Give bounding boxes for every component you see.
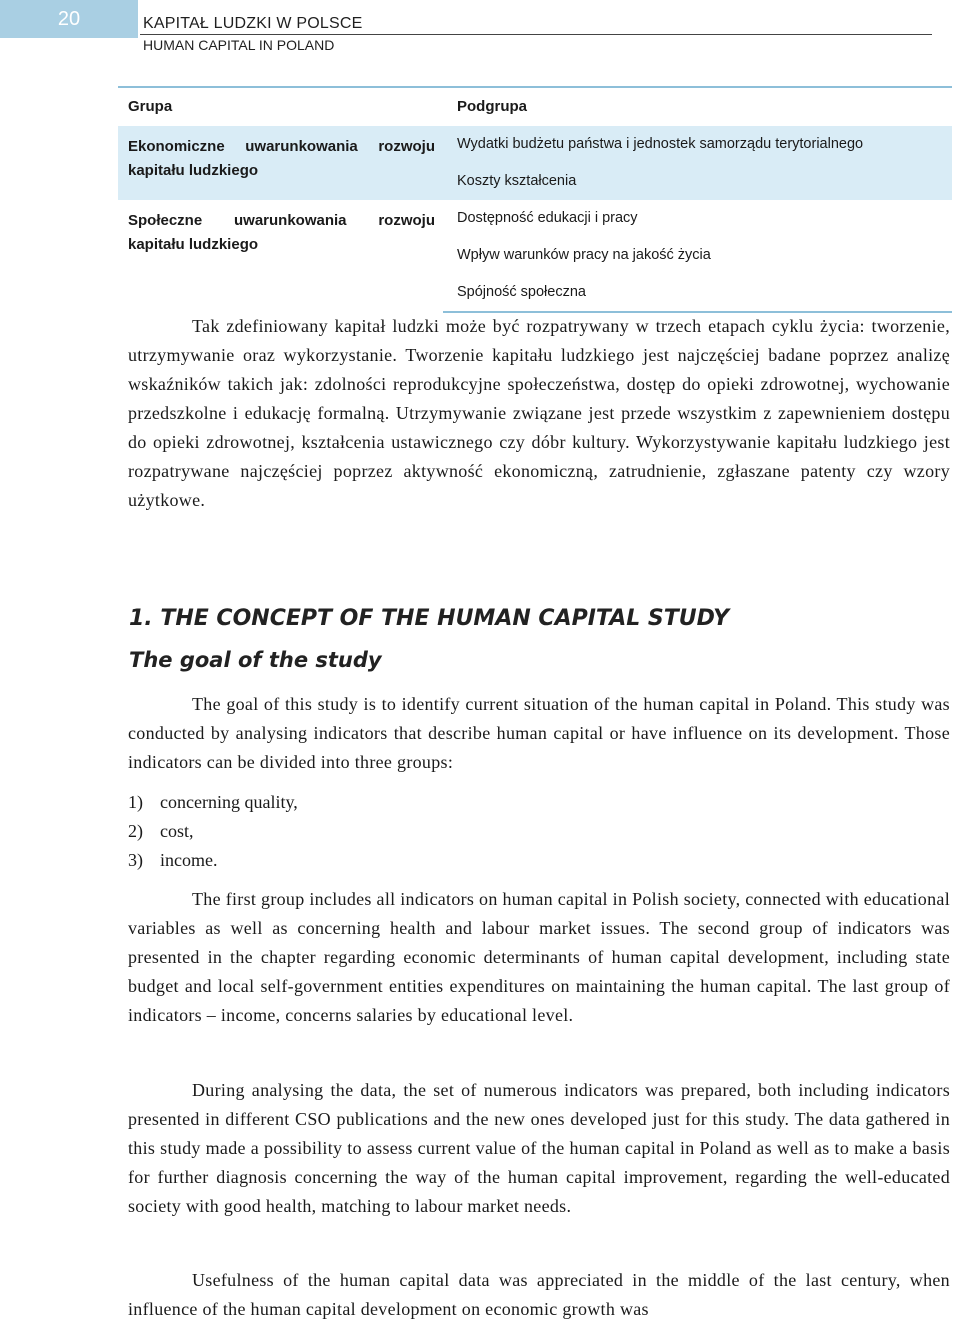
page-number-text: 20	[57, 8, 81, 30]
list-item-text: cost,	[160, 821, 194, 841]
header-rule	[140, 34, 932, 35]
indicator-groups-table	[118, 86, 952, 313]
table-header-row	[118, 87, 952, 126]
list-item	[128, 846, 298, 875]
group-label: Społeczne uwarunkowania rozwoju kapitału ludzkiego	[128, 212, 435, 253]
section-title: 1. THE CONCEPT OF THE HUMAN CAPITAL STUDY	[129, 606, 730, 631]
list-item-text: income.	[160, 850, 218, 870]
paragraph-first-group-text: The first group includes all indicators on human capital in Polish society, connected with educational variables as well as concerning health and labour market issues. The second group of indicators was presented in the chapter regarding economic determinants of human capital development, including state budget and local self-government entities expenditures on maintaining the human capital. The last group of indicators – income, concerns salaries by educational level.	[128, 889, 950, 1025]
paragraph-goal-text: The goal of this study is to identify current situation of the human capital in Poland. This study was conducted by analysing indicators that describe human capital or have influence on its development. Those indicators can be divided into three groups:	[128, 694, 950, 772]
list-item-number: 2)	[128, 821, 143, 841]
paragraph-polish-text: Tak zdefiniowany kapitał ludzki może być rozpatrywany w trzech etapach cyklu życia: tworzenie, utrzymywanie oraz wykorzystanie. Tworzenie kapitału ludzkiego jest najczęściej badane poprzez analizę wskaźników takich jak: zdolności reprodukcyjne społeczeństwa, dostęp do opieki zdrowotnej, wychowanie przedszkolne i edukację formalną. Utrzymywanie związane jest przede wszystkim z zapewnieniem dostępu do opieki zdrowotnej, kształcenia ustawicznego czy dóbr kultury. Wykorzystywanie kapitału ludzkiego jest rozpatrywane najczęściej poprzez aktywność ekonomiczną, zatrudnienie, zgłaszane patenty czy wzory użytkowe.	[128, 316, 950, 510]
paragraph-analysing	[128, 1076, 950, 1221]
paragraph-usefulness	[128, 1266, 950, 1324]
list-item-text: concerning quality,	[160, 792, 298, 812]
group-label: Ekonomiczne uwarunkowania rozwoju kapitału ludzkiego	[118, 126, 443, 200]
list-item	[128, 788, 298, 817]
page-number	[0, 0, 138, 38]
list-item-number: 1)	[128, 792, 143, 812]
table-row	[118, 126, 952, 163]
subgroup-cell: Koszty kształcenia	[443, 163, 952, 200]
list-item-number: 3)	[128, 850, 143, 870]
paragraph-goal	[128, 690, 950, 777]
column-header-group: Grupa	[118, 87, 443, 126]
table-row	[118, 200, 952, 237]
header-title-en: HUMAN CAPITAL IN POLAND	[143, 37, 335, 53]
list-item	[128, 817, 298, 846]
indicator-group-list	[128, 788, 298, 875]
subsection-title: The goal of the study	[129, 648, 382, 672]
subgroup-cell: Wydatki budżetu państwa i jednostek samorządu terytorialnego	[443, 126, 952, 163]
header-title-pl: KAPITAŁ LUDZKI W POLSCE	[143, 15, 363, 32]
paragraph-first-group	[128, 885, 950, 1030]
paragraph-analysing-text: During analysing the data, the set of numerous indicators was prepared, both including indicators presented in different CSO publications and the new ones developed just for this study. The data gathered in this study made a possibility to assess current value of the human capital in Poland as well as to make a basis for further diagnosis concerning the way of the human capital improvement, regarding the well-educated society with good health, matching to labour market needs.	[128, 1080, 950, 1216]
subgroup-cell: Dostępność edukacji i pracy	[457, 210, 638, 226]
subgroup-cell: Spójność społeczna	[443, 274, 952, 312]
subgroup-cell: Wpływ warunków pracy na jakość życia	[457, 247, 711, 263]
column-header-subgroup: Podgrupa	[443, 87, 952, 126]
paragraph-usefulness-text: Usefulness of the human capital data was appreciated in the middle of the last century, when influence of the human capital development on economic growth was	[128, 1270, 950, 1319]
paragraph-polish	[128, 312, 950, 515]
